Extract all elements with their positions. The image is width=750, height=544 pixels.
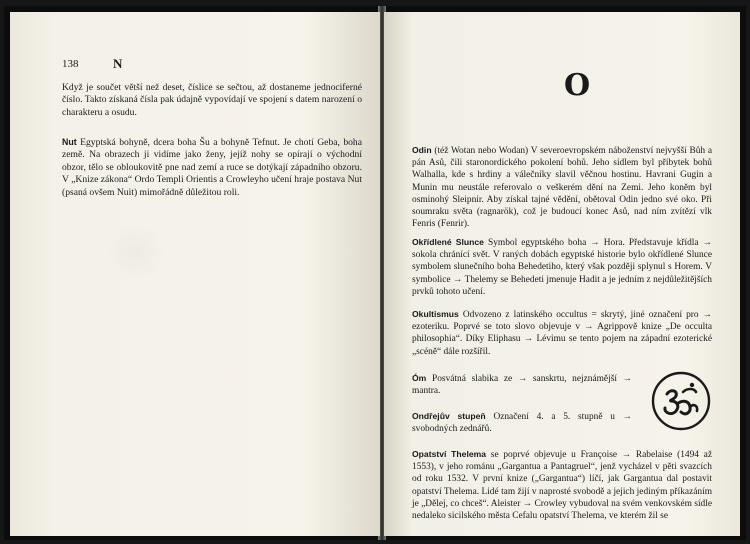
entry-term: Opatství Thelema [412, 449, 487, 459]
show-through-mark [105, 222, 165, 282]
entry-text: Odvozeno z latinského occultus = skrytý, jiné označení pro → ezoteriku. Poprvé se toto slovo objevuje v → Agrippově knize „De occulta philosophia“. Díky Eliphasu → Lévimu se tento pojem na západní ezoterické „scéně“ dále rozšířil. [412, 310, 713, 357]
letter-heading: O [564, 68, 591, 103]
entry-om [412, 372, 632, 397]
entry-term: Óm [412, 373, 427, 383]
entry-nut [62, 136, 362, 199]
entry-okridlene-slunce [412, 236, 712, 298]
right-page [384, 12, 740, 536]
running-head: N [113, 56, 123, 71]
om-symbol-icon [650, 370, 712, 432]
entry-opatstvi-thelema [412, 448, 712, 522]
entry-text: (též Wotan nebo Wodan) V severoevropském náboženství nejvyšší Bůh a pán Asů, čili staronordického pokolení bohů. Jeho sídlem byl příbytek bohů Walhalla, kde s hrdiny a válečníky slavil věčnou hostinu. Havrani Gugin a Munin mu neustále referovalo o veškerém dění na Zemi. Jeho koněm byl osminohý Sleipnir. Aby získal tajné vědění, obětoval Odin jedno své oko. Při soumraku světa (ragnarök), což je budoucí konec Asů, nad ním zvítězí vlk Fenris (Fenrir). [412, 146, 712, 230]
entry-term: Nut [62, 137, 77, 147]
entry-term: Ondřejův stupeň [412, 411, 486, 421]
entry-text: Symbol egyptského boha → Hora. Představuje křídla → sokola chránící svět. V raných dobách egyptské historie bylo okřídlené Slunce symbolem slunečního boha Behedetiho, který však později splynul s Horem. V symbolice → Thelemy se Behedeti jmenuje Hadit a je jedním z nejdůležitějších prvků tohoto učení. [412, 238, 713, 297]
entry-text: Označení 4. a 5. stupně u → svobodných zednářů. [412, 412, 633, 435]
entry-term: Okultismus [412, 309, 459, 319]
entry-term: Okřídlené Slunce [412, 237, 484, 247]
book-spread [4, 6, 746, 540]
entry-ondrejuv-stupen [412, 410, 632, 435]
entry-odin [412, 144, 712, 230]
entry-okultismus [412, 308, 712, 358]
left-page [10, 12, 380, 536]
entry-term: Odin [412, 145, 432, 155]
entry-text: Posvátná slabika ze → sanskrtu, nejznámější → mantra. [412, 374, 633, 397]
page-number: 138 [62, 58, 79, 70]
intro-text: Když je součet větší než deset, číslice se sečtou, až dostaneme jednociferné číslo. Takto získaná čísla pak údajně vypovídají ve spojení s datem narození o charakteru a osudu. [62, 82, 362, 118]
intro-paragraph [62, 82, 362, 119]
entry-text: Egyptská bohyně, dcera boha Šu a bohyně Tefnut. Je chotí Geba, boha země. Na obrazech ji vidíme jako ženy, jejíž nohy se opírají o východní obzor, tělo se obloukovitě pne nad zemí a ruce se dotýkají západního obzoru. V „Knize zákona“ Ordo Templi Orientis a Crowleyho učení hraje postava Nut (psaná ovšem Nuit) mimořádně důležitou roli. [62, 137, 362, 198]
entry-text: se poprvé objevuje u Françoise → Rabelaise (1494 až 1553), v jeho románu „Gargantua a Pantagruel“, jenž vycházel v pěti svazcích od roku 1532. V první knize („Gargantua“) líčí, jak Gargantua dal postavit opatství Thelema. Lidé tam žijí v naprosté svobodě a jejich jediným příkazáním je „Dělej, co chceš“. Aleister → Crowley vybudoval na svém venkovském sídle nedaleko sicilského města Cefalu opatství Thelema, ve kterém žil se [412, 450, 713, 522]
